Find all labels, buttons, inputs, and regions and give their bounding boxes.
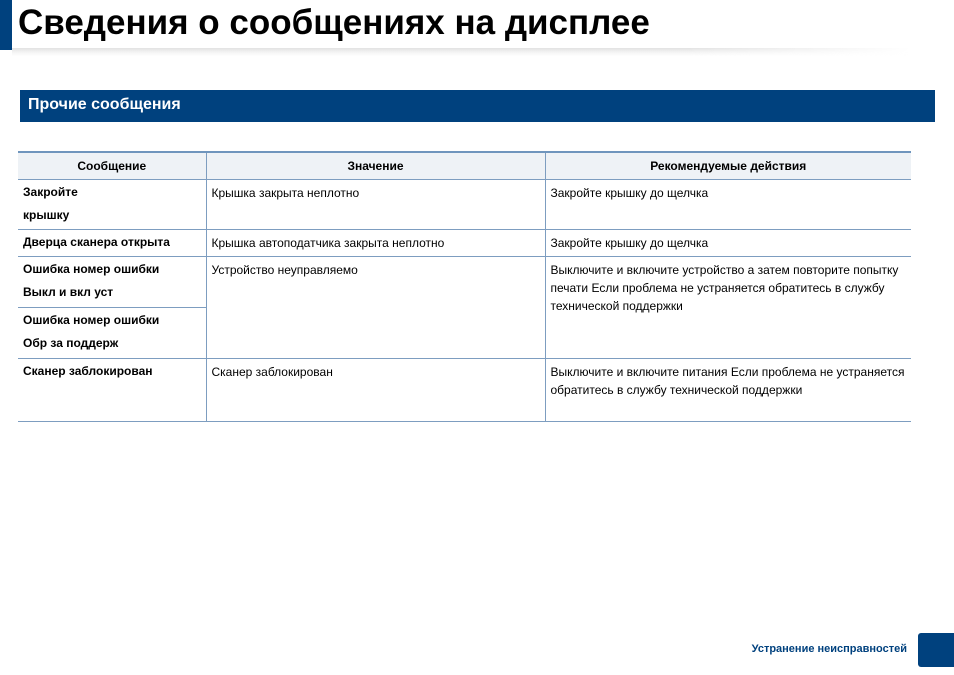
message-line: Закройте: [23, 185, 78, 199]
column-header-actions: Рекомендуемые действия: [545, 152, 911, 180]
column-header-message: Сообщение: [18, 152, 206, 180]
message-line: Дверца сканера открыта: [23, 235, 170, 249]
table-row: [18, 257, 911, 308]
meaning-cell: Крышка закрыта неплотно: [206, 180, 545, 230]
messages-table: [18, 151, 911, 422]
message-cell: [18, 257, 206, 308]
meaning-cell: Сканер заблокирован: [206, 359, 545, 422]
message-cell: [18, 308, 206, 359]
page-number-badge: [918, 633, 954, 667]
message-line: крышку: [23, 208, 70, 222]
title-accent-bar: [0, 0, 12, 50]
section-header: [20, 90, 935, 122]
message-cell: [18, 230, 206, 257]
title-underline: [12, 48, 912, 56]
table-row: [18, 180, 911, 230]
message-cell: [18, 180, 206, 230]
column-header-meaning: Значение: [206, 152, 545, 180]
table-header-row: [18, 152, 911, 180]
action-cell: Выключите и включите питания Если проблема не устраняется обратитесь в службу технической поддержки: [545, 359, 911, 422]
table-row: [18, 359, 911, 422]
message-line: Обр за поддерж: [23, 336, 119, 350]
action-cell: Выключите и включите устройство а затем повторите попытку печати Если проблема не устраняется обратитесь в службу технической поддержки: [545, 257, 911, 359]
page-title: Сведения о сообщениях на дисплее: [18, 3, 650, 42]
message-line: Выкл и вкл уст: [23, 285, 114, 299]
section-title: Прочие сообщения: [28, 96, 181, 113]
action-cell: Закройте крышку до щелчка: [545, 230, 911, 257]
table-row: [18, 230, 911, 257]
meaning-cell: Крышка автоподатчика закрыта неплотно: [206, 230, 545, 257]
meaning-cell: Устройство неуправляемо: [206, 257, 545, 359]
action-cell: Закройте крышку до щелчка: [545, 180, 911, 230]
message-cell: [18, 359, 206, 422]
footer-chapter-link[interactable]: Устранение неисправностей: [751, 643, 907, 655]
message-line: Ошибка номер ошибки: [23, 262, 160, 276]
message-line: Сканер заблокирован: [23, 364, 153, 378]
message-line: Ошибка номер ошибки: [23, 313, 160, 327]
